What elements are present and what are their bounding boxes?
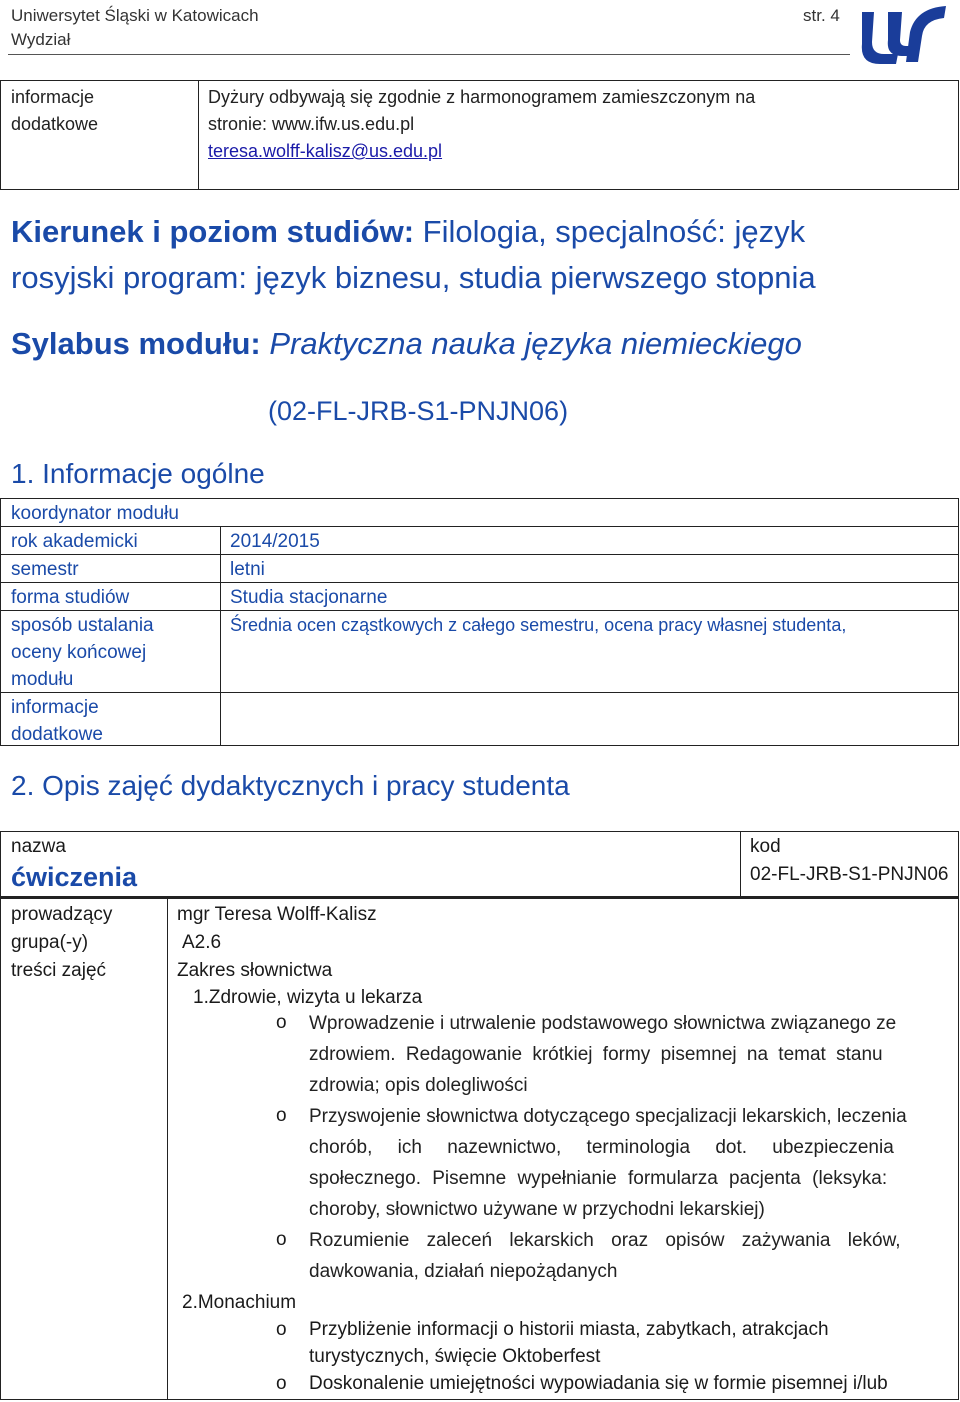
t2-bullet1-line2: turystycznych, święcie Oktoberfest <box>309 1346 601 1367</box>
t1-bullet2-line1: Przyswojenie słownictwa dotyczącego specjalizacji lekarskich, leczenia <box>309 1106 907 1127</box>
university-logo-icon <box>858 2 950 66</box>
info-label: informacje dodatkowe <box>11 87 99 134</box>
program-heading-label: Kierunek i poziom studiów: <box>11 214 415 249</box>
row-label-additional: informacje dodatkowe <box>11 697 103 745</box>
bullet-icon: o <box>276 1319 287 1340</box>
column-divider <box>220 526 221 746</box>
email-link[interactable]: teresa.wolff-kalisz@us.edu.pl <box>208 141 443 161</box>
content-label: treści zajęć <box>11 960 107 981</box>
teacher-label: prowadzący <box>11 904 113 925</box>
section2-title: 2. Opis zajęć dydaktycznych i pracy studenta <box>11 770 570 801</box>
t2-bullet1-line1: Przybliżenie informacji o historii miasta, zabytkach, atrakcjach <box>309 1319 829 1340</box>
topic-1: 1.Zdrowie, wizyta u lekarza <box>193 987 423 1008</box>
content-heading: Zakres słownictwa <box>177 960 333 981</box>
row-value-semester: letni <box>230 559 265 580</box>
t1-bullet1-line1: Wprowadzenie i utrwalenie podstawowego słownictwa związanego ze <box>309 1013 897 1034</box>
row-label-semester: semestr <box>11 559 79 580</box>
program-heading <box>11 214 805 250</box>
info-line2: stronie: www.ifw.us.edu.pl <box>208 114 415 134</box>
t2-bullet2-line1: Doskonalenie umiejętności wypowiadania się w formie pisemnej i/lub <box>309 1373 888 1394</box>
row-label-grading: sposób ustalania oceny końcowej modułu <box>11 615 154 690</box>
program-heading-value: Filologia, specjalność: język <box>414 214 806 249</box>
group-label: grupa(-y) <box>11 932 89 953</box>
faculty-name: Wydział <box>11 30 71 49</box>
code-value: 02-FL-JRB-S1-PNJN06 <box>750 864 949 885</box>
module-code: (02-FL-JRB-S1-PNJN06) <box>268 396 569 426</box>
teacher-value: mgr Teresa Wolff-Kalisz <box>177 904 377 925</box>
info-line1: Dyżury odbywają się zgodnie z harmonogramem zamieszczonym na <box>208 87 756 107</box>
bullet-icon: o <box>276 1229 287 1250</box>
t1-bullet2-line3: społecznego. Pisemne wypełnianie formularza pacjenta (leksyka: <box>309 1168 888 1189</box>
row-value-year: 2014/2015 <box>230 531 320 552</box>
syllabus-heading <box>11 326 802 362</box>
t1-bullet1-line2: zdrowiem. Redagowanie krótkiej formy pisemnej na temat stanu <box>309 1044 883 1065</box>
bullet-icon: o <box>276 1012 287 1033</box>
t1-bullet2-line4: choroby, słownictwo używane w przychodni lekarskiej) <box>309 1199 765 1220</box>
topic-2: 2.Monachium <box>182 1292 297 1313</box>
bullet-icon: o <box>276 1373 287 1394</box>
program-heading-line2: rosyjski program: język biznesu, studia pierwszego stopnia <box>11 260 816 295</box>
module-name: Praktyczna nauka języka niemieckiego <box>269 326 802 361</box>
name-label: nazwa <box>11 836 66 857</box>
row-value-form: Studia stacjonarne <box>230 587 388 608</box>
page-number: str. 4 <box>803 6 840 25</box>
row-label-year: rok akademicki <box>11 531 138 552</box>
t1-bullet3-line1: Rozumienie zaleceń lekarskich oraz opisów zażywania leków, <box>309 1230 901 1251</box>
row-label-form: forma studiów <box>11 587 130 608</box>
university-name: Uniwersytet Śląski w Katowicach <box>11 6 259 25</box>
section1-title: 1. Informacje ogólne <box>11 458 265 489</box>
row-divider <box>0 610 959 611</box>
group-value: A2.6 <box>182 932 222 953</box>
syllabus-label: Sylabus modułu: <box>11 326 261 361</box>
row-divider <box>0 554 959 555</box>
t1-bullet2-line2: chorób, ich nazewnictwo, terminologia dot. ubezpieczenia <box>309 1137 894 1158</box>
t1-bullet1-line3: zdrowia; opis dolegliwości <box>309 1075 528 1096</box>
header-rule <box>8 54 850 55</box>
code-label: kod <box>750 836 781 857</box>
t1-bullet3-line2: dawkowania, działań niepożądanych <box>309 1261 618 1282</box>
bullet-icon: o <box>276 1105 287 1126</box>
name-value: ćwiczenia <box>11 862 138 892</box>
row-divider <box>0 582 959 583</box>
row-label-coordinator: koordynator modułu <box>11 503 179 524</box>
row-value-grading: Średnia ocen cząstkowych z całego semestru, ocena pracy własnej studenta, <box>230 615 847 635</box>
